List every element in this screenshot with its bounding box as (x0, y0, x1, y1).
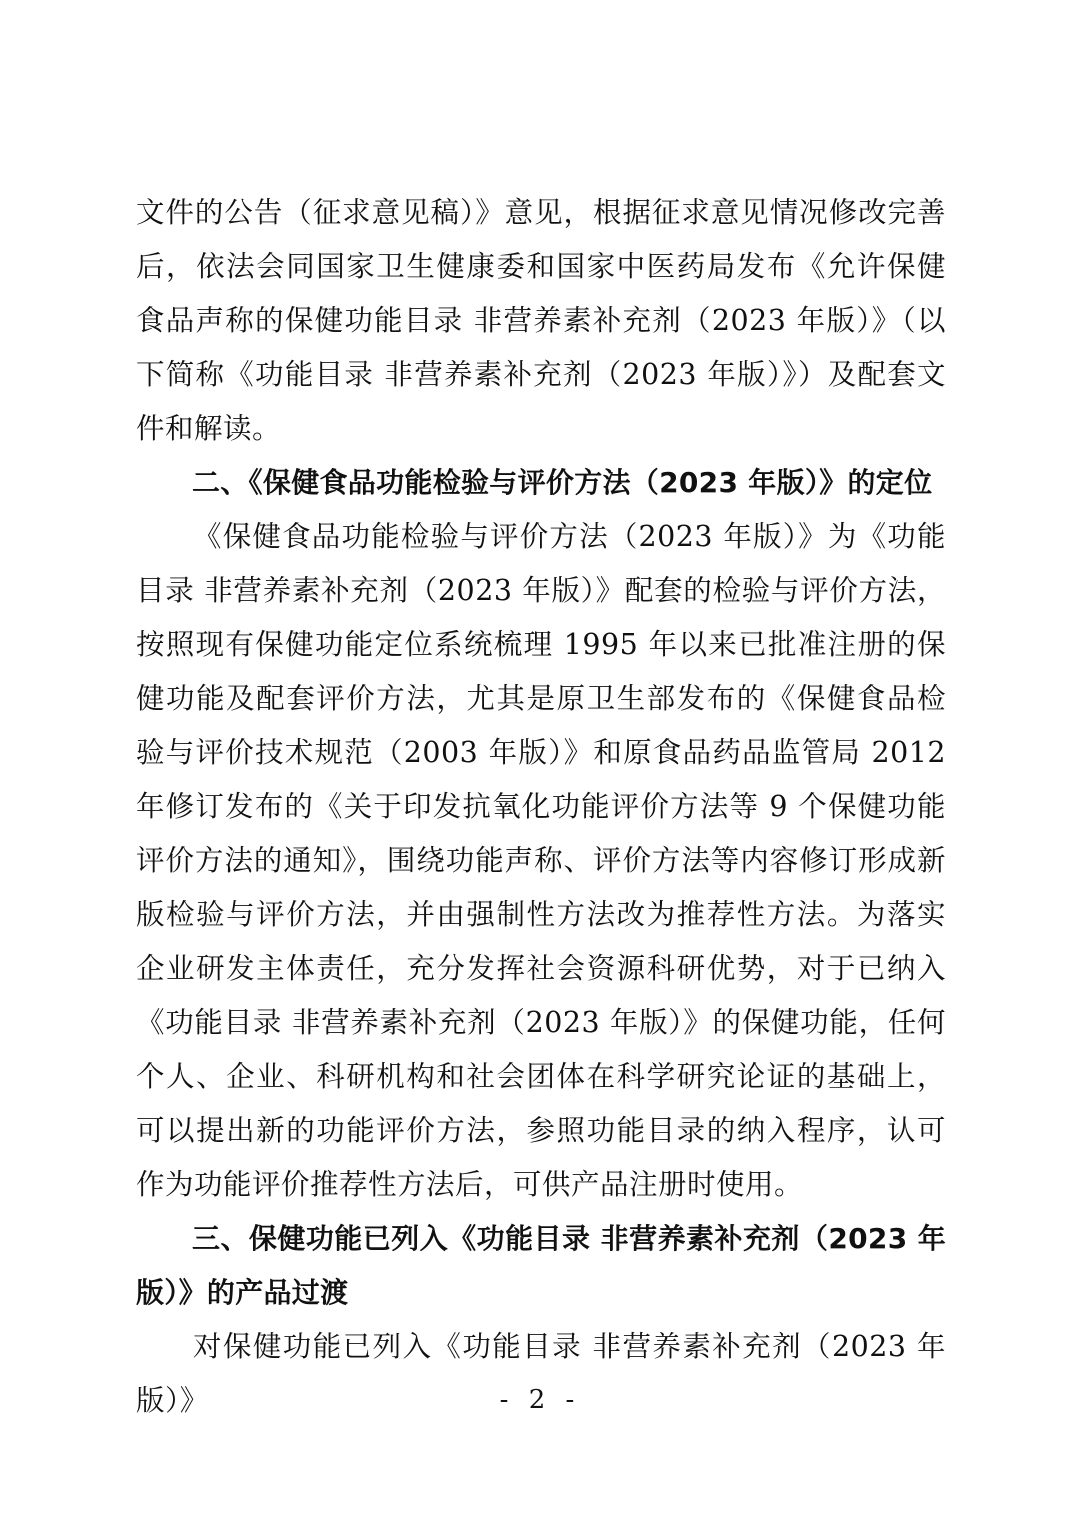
paragraph-section-3: 对保健功能已列入《功能目录 非营养素补充剂（2023 年版）》 (136, 1330, 946, 1417)
paragraph-continued: 文件的公告（征求意见稿）》意见，根据征求意见情况修改完善后，依法会同国家卫生健康委和国家中医药局发布《允许保健食品声称的保健功能目录 非营养素补充剂（2023 年版）》（以下简称《功能目录 非营养素补充剂（2023 年版）》）及配套文件和解读。 (136, 196, 946, 445)
page-number: - 2 - (499, 1385, 581, 1415)
paragraph-section-2: 《保健食品功能检验与评价方法（2023 年版）》为《功能目录 非营养素补充剂（2023 年版）》配套的检验与评价方法，按照现有保健功能定位系统梳理 1995 年以来已批准注册的保健功能及配套评价方法，尤其是原卫生部发布的《保健食品检验与评价技术规范（2003 年版）》和原食品药品监管局 2012 年修订发布的《关于印发抗氧化功能评价方法等 9 个保健功能评价方法的通知》，围绕功能声称、评价方法等内容修订形成新版检验与评价方法，并由强制性方法改为推荐性方法。为落实企业研发主体责任，充分发挥社会资源科研优势，对于已纳入《功能目录 非营养素补充剂（2023 年版）》的保健功能，任何个人、企业、科研机构和社会团体在科学研究论证的基础上，可以提出新的功能评价方法，参照功能目录的纳入程序，认可作为功能评价推荐性方法后，可供产品注册时使用。 (136, 520, 946, 1201)
section-heading-3: 三、保健功能已列入《功能目录 非营养素补充剂（2023 年版）》的产品过渡 (136, 1222, 946, 1309)
document-body (136, 186, 946, 1428)
section-heading-2: 二、《保健食品功能检验与评价方法（2023 年版）》的定位 (192, 466, 933, 499)
